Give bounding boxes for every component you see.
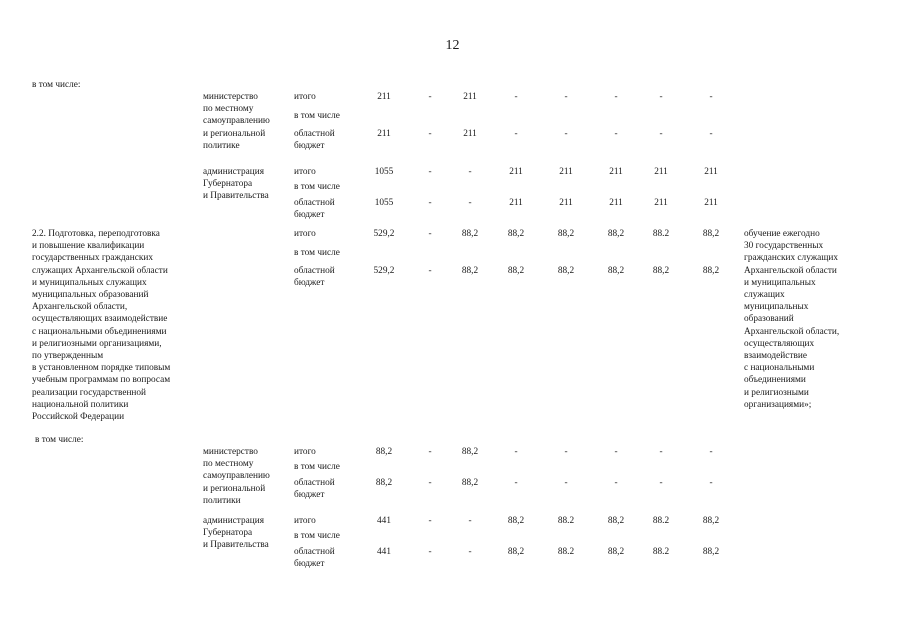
- ministry-total-value: 211: [463, 92, 477, 102]
- activity-budget-value: 88,2: [652, 266, 670, 276]
- ministry-total-value: -: [614, 447, 618, 457]
- activity-result: объединениями: [744, 375, 806, 386]
- activity-total-value: 529,2: [373, 229, 395, 239]
- activity-name: по утвержденным: [32, 351, 104, 361]
- administration-budget-value: 88.2: [652, 547, 670, 557]
- page-number: 12: [445, 38, 460, 53]
- ministry-executor: по местному: [203, 459, 254, 470]
- administration-total-value: 211: [609, 167, 623, 177]
- administration-total-value: 88.2: [652, 516, 670, 526]
- activity-result: служащих: [744, 290, 785, 300]
- administration-executor: администрация: [203, 516, 264, 526]
- activity-name: и религиозными организациями,: [32, 338, 162, 349]
- administration-total-value: 211: [509, 167, 523, 177]
- ministry-executor: по местному: [203, 104, 254, 115]
- ministry-total-value: -: [614, 92, 618, 102]
- administration-total-value: 211: [559, 167, 573, 177]
- activity-name: Архангельской области,: [32, 302, 128, 313]
- administration-executor: Губернатора: [203, 179, 253, 190]
- activity-total-value: 88,2: [557, 229, 575, 239]
- administration-total-value: -: [428, 516, 432, 526]
- activity-name: в установленном порядке типовым: [32, 363, 171, 374]
- activity-name: учебным программам по вопросам: [32, 375, 171, 386]
- administration-budget-label: бюджет: [294, 210, 325, 221]
- ministry-executor: политики: [203, 495, 241, 506]
- activity-result: образований: [744, 314, 794, 325]
- ministry-budget-value: 88,2: [375, 478, 393, 488]
- activity-name: служащих Архангельской области: [32, 265, 168, 276]
- activity-budget-value: 529,2: [373, 266, 395, 276]
- administration-incl-label: в том числе: [294, 531, 340, 541]
- ministry-budget-label: областной: [294, 129, 335, 139]
- administration-budget-value: -: [428, 198, 432, 208]
- ministry-budget-value: -: [514, 478, 518, 488]
- ministry-executor: и региональной: [203, 128, 266, 139]
- activity-result: с национальными: [744, 363, 815, 374]
- administration-total-value: 1055: [374, 167, 394, 177]
- activity-budget-value: 88,2: [557, 266, 575, 276]
- activity-name: государственных гражданских: [32, 253, 153, 264]
- activity-result: осуществляющих: [744, 338, 815, 349]
- including-label: в том числе:: [35, 435, 84, 445]
- ministry-executor: самоуправлению: [203, 471, 270, 482]
- ministry-budget-value: -: [514, 129, 518, 139]
- ministry-budget-label: бюджет: [294, 141, 325, 152]
- ministry-total-value: 88,2: [461, 447, 479, 457]
- ministry-total-value: -: [564, 92, 568, 102]
- administration-budget-value: 88,2: [607, 547, 625, 557]
- administration-executor: администрация: [203, 167, 264, 177]
- activity-budget-value: 88,2: [607, 266, 625, 276]
- ministry-incl-label: в том числе: [294, 111, 340, 121]
- ministry-budget-value: -: [659, 129, 663, 139]
- ministry-budget-value: -: [428, 129, 432, 139]
- ministry-executor: министерство: [203, 447, 258, 457]
- administration-incl-label: в том числе: [294, 182, 340, 192]
- administration-budget-label: бюджет: [294, 559, 325, 570]
- activity-total-value: 88.2: [652, 229, 670, 239]
- activity-budget-label: областной: [294, 266, 335, 276]
- administration-budget-value: -: [468, 198, 472, 208]
- administration-budget-value: 211: [559, 198, 573, 208]
- administration-executor: и Правительства: [203, 191, 269, 202]
- ministry-budget-value: -: [614, 478, 618, 488]
- ministry-total-value: -: [428, 447, 432, 457]
- ministry-budget-value: -: [428, 478, 432, 488]
- ministry-total-value: -: [709, 92, 713, 102]
- ministry-budget-value: 211: [377, 129, 391, 139]
- activity-budget-value: 88,2: [702, 266, 720, 276]
- activity-incl-label: в том числе: [294, 248, 340, 258]
- activity-total-value: -: [428, 229, 432, 239]
- ministry-budget-value: 88,2: [461, 478, 479, 488]
- ministry-total-value: -: [709, 447, 713, 457]
- administration-budget-value: 211: [509, 198, 523, 208]
- ministry-incl-label: в том числе: [294, 462, 340, 472]
- administration-total-value: 88.2: [557, 516, 575, 526]
- administration-budget-value: 88,2: [507, 547, 525, 557]
- administration-budget-value: -: [468, 547, 472, 557]
- administration-budget-value: 211: [654, 198, 668, 208]
- activity-result: и религиозными: [744, 387, 809, 398]
- administration-budget-value: 441: [377, 547, 391, 557]
- activity-result: 30 государственных: [744, 241, 824, 252]
- ministry-total-value: 88,2: [375, 447, 393, 457]
- ministry-executor: министерство: [203, 92, 258, 102]
- activity-name: с национальными объединениями: [32, 326, 167, 337]
- activity-total-value: 88,2: [702, 229, 720, 239]
- activity-result: Архангельской области: [744, 265, 837, 276]
- activity-name: 2.2. Подготовка, переподготовка: [32, 229, 160, 239]
- activity-budget-value: -: [428, 266, 432, 276]
- activity-result: взаимодействие: [744, 351, 807, 361]
- administration-budget-label: областной: [294, 198, 335, 208]
- administration-total-value: 88,2: [507, 516, 525, 526]
- activity-budget-value: 88,2: [507, 266, 525, 276]
- activity-name: реализации государственной: [32, 387, 147, 398]
- ministry-budget-value: -: [614, 129, 618, 139]
- activity-name: и муниципальных служащих: [32, 277, 147, 288]
- administration-budget-value: 88,2: [702, 547, 720, 557]
- activity-total-value: 88,2: [461, 229, 479, 239]
- activity-name: национальной политики: [32, 399, 129, 410]
- administration-total-value: 441: [377, 516, 391, 526]
- activity-result: обучение ежегодно: [744, 229, 820, 239]
- activity-budget-label: бюджет: [294, 278, 325, 289]
- administration-total-value: -: [468, 167, 472, 177]
- administration-budget-value: 211: [704, 198, 718, 208]
- ministry-budget-value: -: [709, 129, 713, 139]
- activity-result: организациями»;: [744, 399, 812, 410]
- ministry-total-value: -: [659, 92, 663, 102]
- ministry-total-value: -: [564, 447, 568, 457]
- administration-total-value: 88,2: [607, 516, 625, 526]
- administration-executor: и Правительства: [203, 540, 269, 551]
- activity-total-value: 88,2: [607, 229, 625, 239]
- ministry-total-value: -: [514, 447, 518, 457]
- ministry-executor: и региональной: [203, 483, 266, 494]
- administration-executor: Губернатора: [203, 528, 253, 539]
- ministry-total-label: итого: [294, 447, 316, 457]
- ministry-budget-value: 211: [463, 129, 477, 139]
- ministry-budget-value: -: [564, 129, 568, 139]
- activity-name: Российской Федерации: [32, 412, 125, 422]
- ministry-total-value: -: [428, 92, 432, 102]
- administration-total-label: итого: [294, 516, 316, 526]
- ministry-total-label: итого: [294, 92, 316, 102]
- ministry-budget-value: -: [709, 478, 713, 488]
- ministry-executor: политике: [203, 140, 240, 151]
- including-label: в том числе:: [32, 80, 81, 90]
- administration-budget-value: -: [428, 547, 432, 557]
- activity-name: и повышение квалификации: [32, 241, 145, 252]
- administration-budget-value: 88.2: [557, 547, 575, 557]
- administration-total-value: 211: [704, 167, 718, 177]
- administration-total-value: 211: [654, 167, 668, 177]
- ministry-budget-value: -: [564, 478, 568, 488]
- administration-budget-value: 1055: [374, 198, 394, 208]
- administration-total-label: итого: [294, 167, 316, 177]
- activity-result: и муниципальных: [744, 277, 816, 288]
- activity-total-value: 88,2: [507, 229, 525, 239]
- activity-result: Архангельской области,: [744, 326, 840, 337]
- ministry-total-value: -: [514, 92, 518, 102]
- activity-total-label: итого: [294, 229, 316, 239]
- ministry-budget-label: областной: [294, 478, 335, 488]
- administration-budget-value: 211: [609, 198, 623, 208]
- activity-result: гражданских служащих: [744, 253, 839, 264]
- administration-total-value: -: [428, 167, 432, 177]
- activity-name: осуществляющих взаимодействие: [32, 314, 168, 325]
- ministry-budget-label: бюджет: [294, 490, 325, 501]
- ministry-executor: самоуправлению: [203, 116, 270, 127]
- administration-total-value: 88,2: [702, 516, 720, 526]
- ministry-total-value: -: [659, 447, 663, 457]
- administration-total-value: -: [468, 516, 472, 526]
- activity-result: муниципальных: [744, 302, 809, 313]
- administration-budget-label: областной: [294, 547, 335, 557]
- activity-name: муниципальных образований: [32, 290, 149, 300]
- ministry-budget-value: -: [659, 478, 663, 488]
- ministry-total-value: 211: [377, 92, 391, 102]
- activity-budget-value: 88,2: [461, 266, 479, 276]
